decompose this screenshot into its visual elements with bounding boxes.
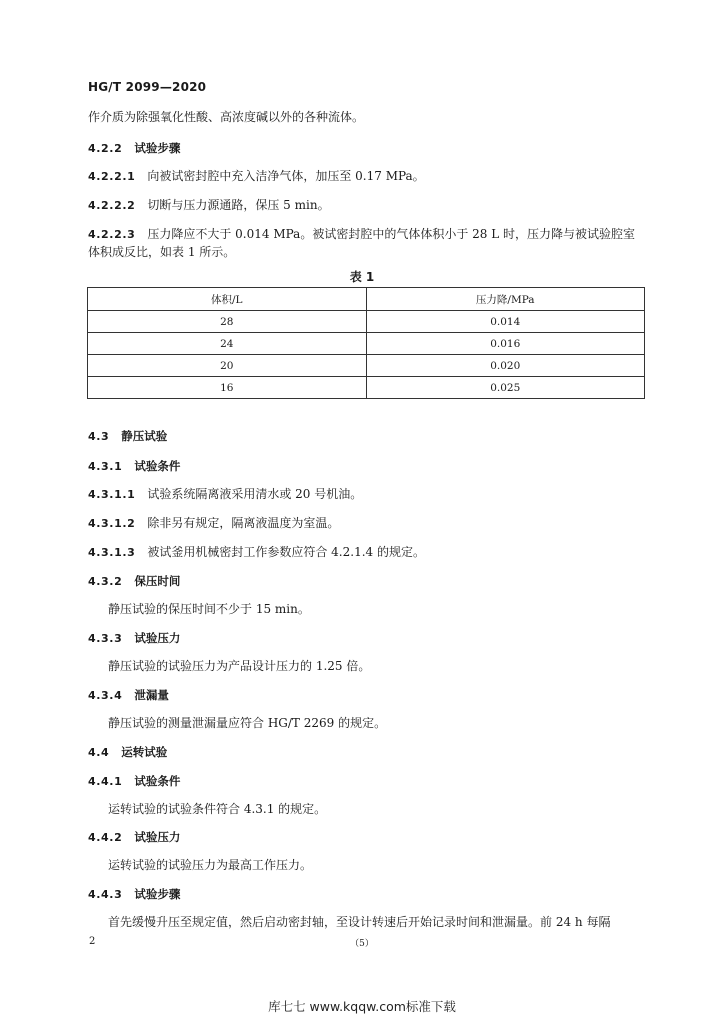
column-header-volume: 体积/L — [88, 288, 367, 311]
clause-title: 泄漏量 — [134, 688, 169, 702]
clause-number: 4.3 — [88, 430, 110, 443]
clause-4-4-3 — [88, 886, 180, 903]
page-code: （5） — [350, 939, 374, 949]
table-row — [88, 377, 645, 399]
clause-number: 4.2.2.2 — [88, 199, 136, 212]
clause-text: 被试釜用机械密封工作参数应符合 4.2.1.4 的规定。 — [147, 545, 425, 559]
clause-number: 4.4.3 — [88, 888, 123, 901]
clause-number: 4.3.1.1 — [88, 488, 136, 501]
clause-title: 运转试验 — [121, 745, 168, 759]
clause-number: 4.4 — [88, 746, 110, 759]
clause-title: 试验压力 — [134, 631, 181, 645]
clause-text: 向被试密封腔中充入洁净气体，加压至 0.17 MPa。 — [147, 169, 425, 183]
table-cell: 16 — [88, 377, 367, 399]
clause-number: 4.3.1.2 — [88, 517, 136, 530]
clause-4-3-2 — [88, 573, 180, 590]
table-row — [88, 333, 645, 355]
clause-text: 压力降应不大于 0.014 MPa。被试密封腔中的气体体积小于 28 L 时，压力降与被试验腔室 — [147, 227, 636, 241]
clause-text: 除非另有规定，隔离液温度为室温。 — [147, 516, 340, 530]
table-cell: 0.020 — [366, 355, 645, 377]
clause-title: 保压时间 — [134, 574, 181, 588]
clause-4-3-1 — [88, 458, 180, 475]
table-cell: 20 — [88, 355, 367, 377]
clause-4-4-1 — [88, 773, 180, 790]
clause-4-2-2 — [88, 140, 180, 157]
table-cell: 0.025 — [366, 377, 645, 399]
section-4-4 — [88, 744, 167, 761]
pressure-drop-table — [87, 287, 645, 399]
clause-body: 运转试验的试验压力为最高工作压力。 — [108, 858, 313, 872]
clause-number: 4.4.2 — [88, 831, 123, 844]
clause-title: 试验条件 — [134, 459, 181, 473]
clause-number: 4.2.2.1 — [88, 170, 136, 183]
clause-title: 试验压力 — [134, 830, 181, 844]
table-cell: 0.014 — [366, 311, 645, 333]
clause-4-3-1-2 — [88, 515, 339, 532]
clause-text: 切断与压力源通路，保压 5 min。 — [147, 198, 330, 212]
clause-number: 4.2.2.3 — [88, 228, 136, 241]
clause-4-2-2-1 — [88, 168, 425, 185]
clause-title: 静压试验 — [121, 429, 168, 443]
clause-body: 静压试验的测量泄漏量应符合 HG/T 2269 的规定。 — [108, 716, 387, 730]
clause-4-3-1-1 — [88, 486, 362, 503]
clause-4-3-3 — [88, 630, 180, 647]
table-row — [88, 311, 645, 333]
clause-body: 静压试验的试验压力为产品设计压力的 1.25 倍。 — [108, 659, 371, 673]
clause-continuation: 体积成反比，如表 1 所示。 — [88, 245, 236, 259]
table-caption: 表 1 — [349, 270, 375, 284]
table-cell: 28 — [88, 311, 367, 333]
clause-number: 4.3.1.3 — [88, 546, 136, 559]
page-number: 2 — [89, 936, 96, 947]
clause-4-4-2 — [88, 829, 180, 846]
clause-number: 4.4.1 — [88, 775, 123, 788]
clause-number: 4.2.2 — [88, 142, 123, 155]
download-watermark: 库七七 www.kqqw.com标准下载 — [268, 999, 456, 1014]
clause-number: 4.3.2 — [88, 575, 123, 588]
table-cell: 0.016 — [366, 333, 645, 355]
intro-paragraph: 作介质为除强氧化性酸、高浓度碱以外的各种流体。 — [88, 110, 365, 124]
clause-4-3-4 — [88, 687, 169, 704]
section-4-3 — [88, 428, 167, 445]
clause-title: 试验步骤 — [134, 887, 181, 901]
clause-number: 4.3.1 — [88, 460, 123, 473]
column-header-pressure-drop: 压力降/MPa — [366, 288, 645, 311]
clause-title: 试验条件 — [134, 774, 181, 788]
clause-number: 4.3.4 — [88, 689, 123, 702]
clause-text: 试验系统隔离液采用清水或 20 号机油。 — [147, 487, 363, 501]
table-header-row — [88, 288, 645, 311]
document-code-header: HG/T 2099—2020 — [88, 80, 207, 94]
clause-body: 首先缓慢升压至规定值，然后启动密封轴，至设计转速后开始记录时间和泄漏量。前 24 h 每隔 — [108, 915, 611, 929]
clause-title: 试验步骤 — [134, 141, 181, 155]
clause-body: 静压试验的保压时间不少于 15 min。 — [108, 602, 310, 616]
clause-4-3-1-3 — [88, 544, 425, 561]
clause-4-2-2-3 — [88, 226, 635, 243]
clause-number: 4.3.3 — [88, 632, 123, 645]
clause-body: 运转试验的试验条件符合 4.3.1 的规定。 — [108, 802, 327, 816]
table-cell: 24 — [88, 333, 367, 355]
clause-4-2-2-2 — [88, 197, 330, 214]
table-row — [88, 355, 645, 377]
